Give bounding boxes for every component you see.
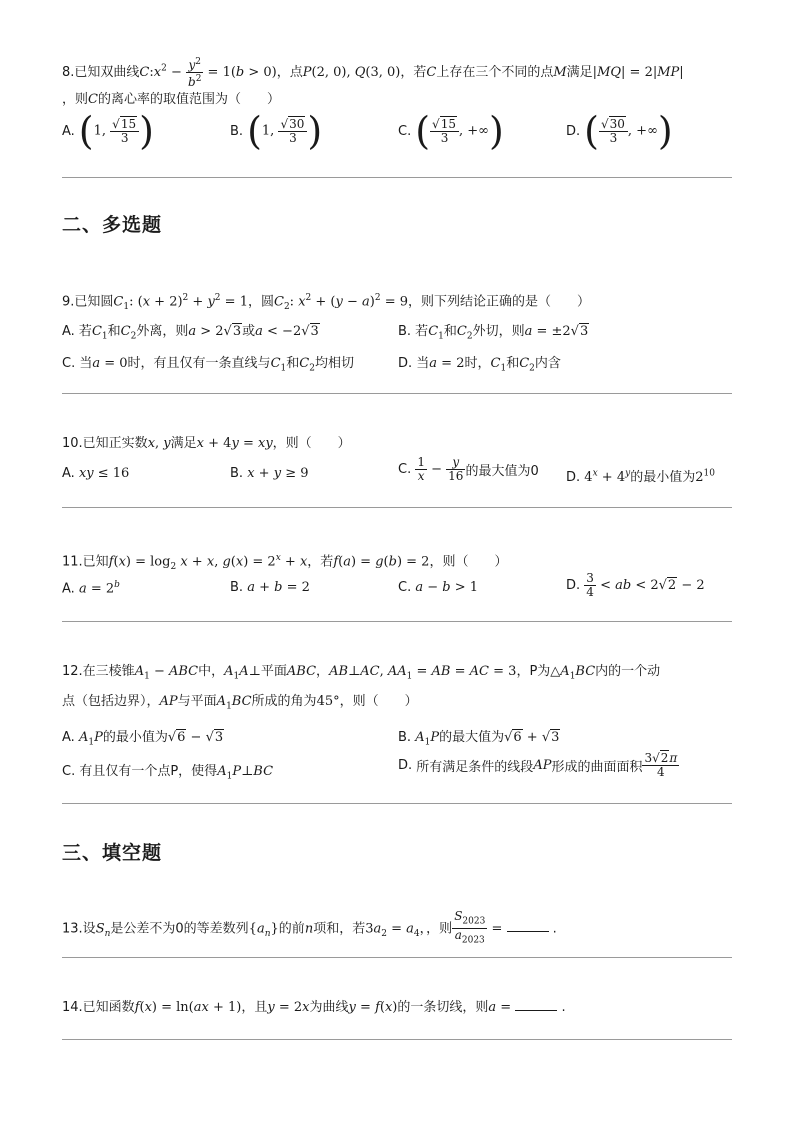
q9-option-a[interactable]: A. 若$C_1$和$C_2$外离，则a > 2√3或a < −2√3 xyxy=(62,324,319,342)
divider xyxy=(62,1039,732,1040)
question-13-stem: 13.设$S_n$是公差不为0的等差数列$\{a_n\}$的前n项和，若$3a_2 = a_4$，，则 $\frac{S_{2023}}{a_{2023}}$ = . xyxy=(62,909,557,946)
q12-option-c[interactable]: C. 有且仅有一个点P，使得$A_1P\perp BC$ xyxy=(62,764,274,782)
q8-lead: 8.已知双曲线 xyxy=(62,65,140,80)
question-8-options xyxy=(62,109,742,162)
question-8-stem-line2: ，则C的离心率的取值范围为（ ） xyxy=(62,92,280,107)
divider xyxy=(62,957,732,958)
q9-option-b[interactable]: B. 若$C_1$和$C_2$外切，则a = ±2√3 xyxy=(398,324,589,342)
divider xyxy=(62,393,732,394)
question-12-options-row1 xyxy=(62,726,742,748)
q10-option-b[interactable]: B. x + y ≥ 9 xyxy=(230,466,309,481)
q10-option-c[interactable]: C. $\frac{1}{x}$ − $\frac{y}{16}$ 的最大值为0 xyxy=(398,455,539,483)
question-12-stem: 12.在三棱锥$A_1$ − ABC中，$A_1A\perp$平面ABC，AB⊥AC, $AA_1$ = AB = AC = 3，P为$\triangle A_1BC$内的一个动 xyxy=(62,664,661,682)
answer-blank[interactable] xyxy=(507,919,549,932)
question-9-options-row2 xyxy=(62,352,742,374)
question-10-stem: 10.已知正实数x, y满足x + 4y = xy，则（ ） xyxy=(62,436,351,451)
question-11-stem: 11.已知$f(x) = \log_2 x + x$, $g(x) = 2^x + x$，若f(a) = g(b) = 2，则（ ） xyxy=(62,553,508,572)
question-14-stem: 14.已知函数f(x) = ln(ax + 1)，且y = 2x为曲线y = f(x)的一条切线，则a = . xyxy=(62,1000,566,1015)
question-11-options xyxy=(62,572,742,608)
q8-option-d[interactable]: D. ( $\frac{√30}{3}$ , +∞) xyxy=(566,109,673,153)
q8-option-b[interactable]: B. (1, $\frac{√30}{3}$ ) xyxy=(230,109,323,153)
question-12-options-row2 xyxy=(62,752,742,792)
divider xyxy=(62,177,732,178)
question-8-stem: 8.已知双曲线$C:x^2$ − $\frac{y^2}{b^2}$ = 1(b > 0)，点P(2, 0), Q(3, 0)，若C上存在三个不同的点M满足|MQ| = 2|MP| xyxy=(62,57,684,89)
q11-option-a[interactable]: A. $a = 2^b$ xyxy=(62,580,120,597)
divider xyxy=(62,621,732,622)
answer-blank[interactable] xyxy=(515,998,557,1011)
divider xyxy=(62,803,732,804)
question-9-stem: 9.已知圆$C_1$: $(x + 2)^2 + y^2 = 1$，圆$C_2$: $x^2 + (y - a)^2 = 9$，则下列结论正确的是（ ） xyxy=(62,293,591,312)
q12-option-d[interactable]: D. 所有满足条件的线段AP形成的曲面面积 $\frac{3√2\pi}{4}$ xyxy=(398,751,678,779)
q10-option-d[interactable]: D. $4^x + 4^y$的最小值为$2^{10}$ xyxy=(566,468,715,485)
q11-option-c[interactable]: C. a − b > 1 xyxy=(398,580,479,595)
q8-option-c[interactable]: C. ( $\frac{√15}{3}$ , +∞) xyxy=(398,109,504,153)
section-heading-multiple-choice: 二、多选题 xyxy=(62,214,163,236)
q12-option-b[interactable]: B. $A_1P$的最大值为√6 + √3 xyxy=(398,730,560,748)
q11-option-b[interactable]: B. a + b = 2 xyxy=(230,580,310,595)
question-9-options-row1 xyxy=(62,320,742,342)
section-heading-fill-in: 三、填空题 xyxy=(62,842,163,864)
q8-option-a[interactable]: A. (1, $\frac{√15}{3}$ ) xyxy=(62,109,154,153)
q9-option-d[interactable]: D. 当a = 2时，$C_1$和$C_2$内含 xyxy=(398,356,561,374)
question-12-stem-line2: 点（包括边界），AP与平面$A_1BC$所成的角为45°，则（ ） xyxy=(62,694,418,712)
q9-option-c[interactable]: C. 当a = 0时，有且仅有一条直线与$C_1$和$C_2$均相切 xyxy=(62,356,354,374)
question-10-options xyxy=(62,456,742,496)
q10-option-a[interactable]: A. xy ≤ 16 xyxy=(62,466,130,481)
q12-option-a[interactable]: A. $A_1P$的最小值为√6 − √3 xyxy=(62,730,224,748)
q11-option-d[interactable]: D. $\frac{3}{4}$ < ab < 2√2 − 2 xyxy=(566,571,705,599)
divider xyxy=(62,507,732,508)
